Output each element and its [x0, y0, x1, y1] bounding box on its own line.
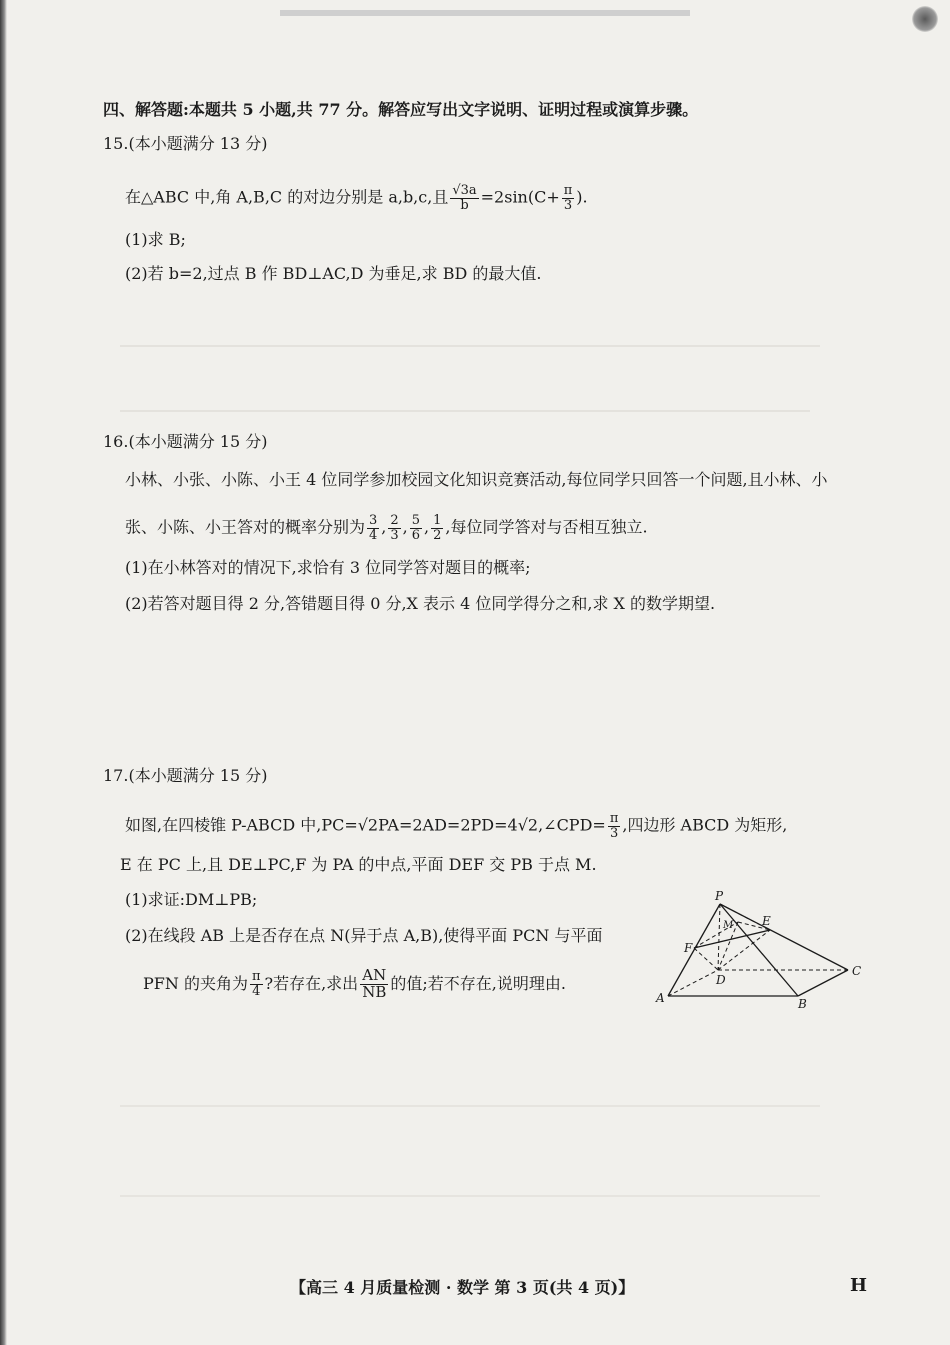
label-M: M [723, 920, 734, 931]
problem-15-frac-2 [562, 184, 575, 212]
separator: , [402, 517, 408, 537]
problem-15-stem-c: ). [576, 187, 588, 207]
prob-frac-3 [410, 514, 422, 542]
problem-17-part-1: (1)求证:DM⊥PB; [125, 890, 258, 909]
problem-17-part-2-line-2-a: PFN 的夹角为 [143, 973, 248, 993]
label-F: F [684, 941, 693, 955]
frac-denominator: b [460, 197, 469, 213]
problem-16-part-2: (2)若答对题目得 2 分,答错题目得 0 分,X 表示 4 位同学得分之和,求 X 的数学期望. [125, 594, 716, 613]
frac-numerator: 1 [433, 513, 442, 528]
quarter-pi-frac [250, 970, 263, 998]
problem-16-part-1: (1)在小林答对的情况下,求恰有 3 位同学答对题目的概率; [125, 558, 531, 577]
frac-denominator: 3 [609, 825, 619, 841]
label-D: D [716, 973, 726, 987]
problem-16-stem-line-1: 小林、小张、小陈、小王 4 位同学参加校园文化知识竞赛活动,每位同学只回答一个问题,且小林、小 [125, 470, 828, 489]
problem-17-stem-line-2: E 在 PC 上,且 DE⊥PC,F 为 PA 的中点,平面 DEF 交 PB 于点 M. [120, 855, 597, 874]
problem-17-part-2-line-1: (2)在线段 AB 上是否存在点 N(异于点 A,B),使得平面 PCN 与平面 [125, 926, 603, 945]
frac-numerator: √3a [452, 183, 477, 198]
problem-16-heading: 16.(本小题满分 15 分) [103, 432, 268, 451]
problem-15-heading: 15.(本小题满分 13 分) [103, 134, 268, 153]
problem-16-stem-line-2-b: ,每位同学答对与否相互独立. [445, 517, 648, 537]
problem-17-stem-line-1-a: 如图,在四棱锥 P-ABCD 中,PC=√2PA=2AD=2PD=4√2,∠CPD= [125, 815, 606, 835]
scan-top-strip [280, 10, 690, 16]
edge-PD [718, 904, 720, 970]
frac-denominator: 4 [252, 983, 261, 999]
scan-corner-mark [912, 6, 938, 32]
label-C: C [852, 964, 862, 978]
frac-denominator: 2 [433, 527, 442, 543]
problem-17-part-2-line-2-c: 的值;若不存在,说明理由. [390, 973, 566, 993]
label-P: P [715, 890, 724, 903]
angle-frac [608, 812, 621, 840]
frac-numerator: 2 [390, 513, 399, 528]
problem-15-part-2: (2)若 b=2,过点 B 作 BD⊥AC,D 为垂足,求 BD 的最大值. [125, 264, 542, 283]
problem-17-stem-line-1 [125, 812, 787, 840]
scan-left-edge [0, 0, 7, 1345]
frac-denominator: 3 [563, 197, 573, 213]
problem-17-part-2-line-2 [143, 968, 566, 1001]
separator: , [424, 517, 430, 537]
label-A: A [656, 991, 665, 1005]
label-E: E [762, 914, 771, 928]
edge-BC [798, 970, 848, 996]
problem-17-heading: 17.(本小题满分 15 分) [103, 766, 268, 785]
section-title: 四、解答题:本题共 5 小题,共 77 分。解答应写出文字说明、证明过程或演算步骤。 [103, 100, 699, 119]
frac-numerator: π [251, 969, 261, 985]
separator: , [381, 517, 387, 537]
problem-15-frac-1 [450, 184, 478, 212]
frac-numerator: 5 [411, 513, 421, 528]
edge-FD [694, 948, 718, 970]
prob-frac-1 [367, 514, 379, 542]
pyramid-figure [650, 890, 870, 1010]
frac-denominator: 6 [411, 527, 421, 543]
problem-17-part-2-line-2-b: ?若存在,求出 [264, 973, 359, 993]
frac-denominator: 4 [369, 527, 378, 543]
frac-numerator: π [563, 183, 573, 198]
problem-15-stem-b: =2sin(C+ [480, 187, 560, 207]
problem-16-stem-line-2-a: 张、小陈、小王答对的概率分别为 [125, 517, 366, 537]
frac-numerator: 3 [369, 513, 378, 528]
frac-denominator: 3 [390, 527, 399, 543]
page-footer: 【高三 4 月质量检测 · 数学 第 3 页(共 4 页)】 [290, 1278, 635, 1297]
edge-PB [720, 904, 798, 996]
frac-denominator: NB [362, 982, 387, 1001]
problem-15-stem-a: 在△ABC 中,角 A,B,C 的对边分别是 a,b,c,且 [125, 187, 449, 207]
paper-code: H [850, 1275, 868, 1296]
ratio-frac [360, 968, 388, 1001]
problem-17-stem-line-1-b: ,四边形 ABCD 为矩形, [622, 815, 788, 835]
frac-numerator: AN [362, 966, 387, 984]
prob-frac-2 [388, 514, 400, 542]
prob-frac-4 [431, 514, 443, 542]
frac-numerator: π [609, 811, 619, 826]
problem-16-stem-line-2 [125, 514, 648, 542]
problem-15-stem [125, 184, 588, 212]
problem-15-part-1: (1)求 B; [125, 230, 186, 249]
label-B: B [798, 997, 807, 1010]
